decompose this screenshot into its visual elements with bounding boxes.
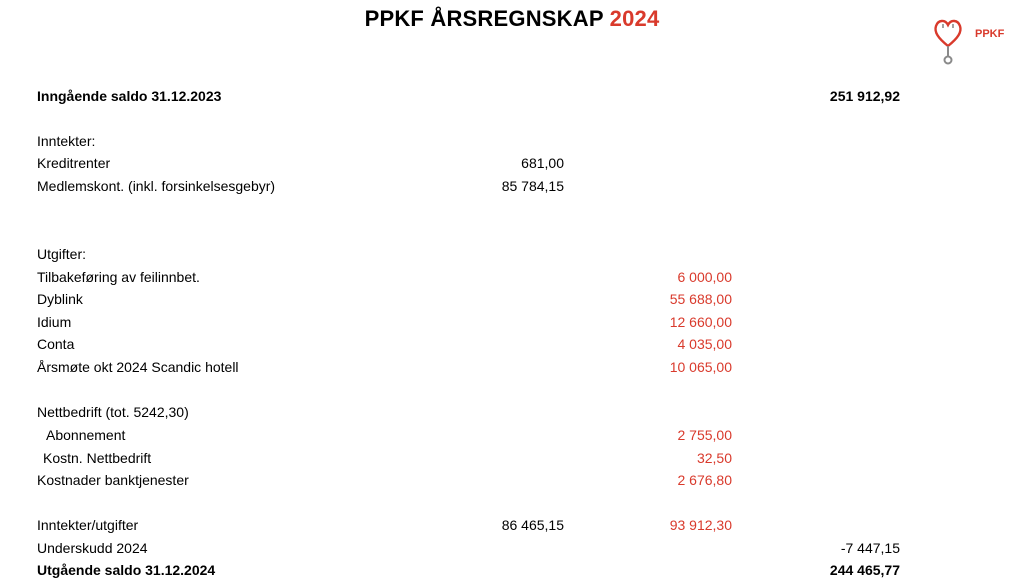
expense-row [0,359,1024,381]
income-amount: 681,00 [521,155,564,171]
opening-balance-total: 251 912,92 [829,88,900,104]
expense-total: 93 912,30 [669,517,732,533]
income-label: Medlemskont. (inkl. forsinkelsesgebyr) [37,178,276,194]
closing-balance-label: Utgående saldo 31.12.2024 [37,562,216,578]
title-text: PPKF ÅRSREGNSKAP [364,6,604,31]
expense-label: Årsmøte okt 2024 Scandic hotell [37,359,239,375]
closing-balance-total: 244 465,77 [829,562,900,578]
bank-costs-amount: 2 676,80 [677,472,732,488]
nettbedrift-row [0,450,1024,472]
expenses-heading-row [0,246,1024,268]
opening-balance-row [0,88,1024,110]
title-year: 2024 [609,6,660,31]
nettbedrift-amount: 32,50 [696,450,732,466]
nettbedrift-amount: 2 755,00 [677,427,732,443]
opening-balance-label: Inngående saldo 31.12.2023 [37,88,222,104]
income-row [0,155,1024,177]
expense-row [0,291,1024,313]
totals-label: Inntekter/utgifter [37,517,139,533]
page-title [0,6,1024,32]
expense-label: Dyblink [37,291,83,307]
income-total: 86 465,15 [501,517,564,533]
nettbedrift-heading-row [0,404,1024,426]
bank-costs-label: Kostnader banktjenester [37,472,189,488]
expense-row [0,269,1024,291]
expense-amount: 10 065,00 [669,359,732,375]
income-heading-row [0,133,1024,155]
nettbedrift-label: Kostn. Nettbedrift [43,450,152,466]
logo-text: PPKF [975,28,1005,40]
expense-amount: 6 000,00 [677,269,732,285]
expense-label: Conta [37,336,75,352]
expense-row [0,336,1024,358]
nettbedrift-row [0,427,1024,449]
expense-amount: 12 660,00 [669,314,732,330]
expense-amount: 55 688,00 [669,291,732,307]
income-row [0,178,1024,200]
totals-row [0,517,1024,539]
income-label: Kreditrenter [37,155,111,171]
deficit-label: Underskudd 2024 [37,540,148,556]
income-amount: 85 784,15 [501,178,564,194]
income-heading: Inntekter: [37,133,96,149]
nettbedrift-label: Abonnement [46,427,126,443]
expense-row [0,314,1024,336]
expenses-heading: Utgifter: [37,246,87,262]
expense-amount: 4 035,00 [677,336,732,352]
bank-costs-row [0,472,1024,494]
deficit-row [0,540,1024,562]
expense-label: Tilbakeføring av feilinnbet. [37,269,200,285]
expense-label: Idium [37,314,72,330]
nettbedrift-heading: Nettbedrift (tot. 5242,30) [37,404,189,420]
heart-stethoscope-icon [930,16,1010,68]
deficit-amount: -7 447,15 [840,540,900,556]
closing-balance-row [0,562,1024,584]
